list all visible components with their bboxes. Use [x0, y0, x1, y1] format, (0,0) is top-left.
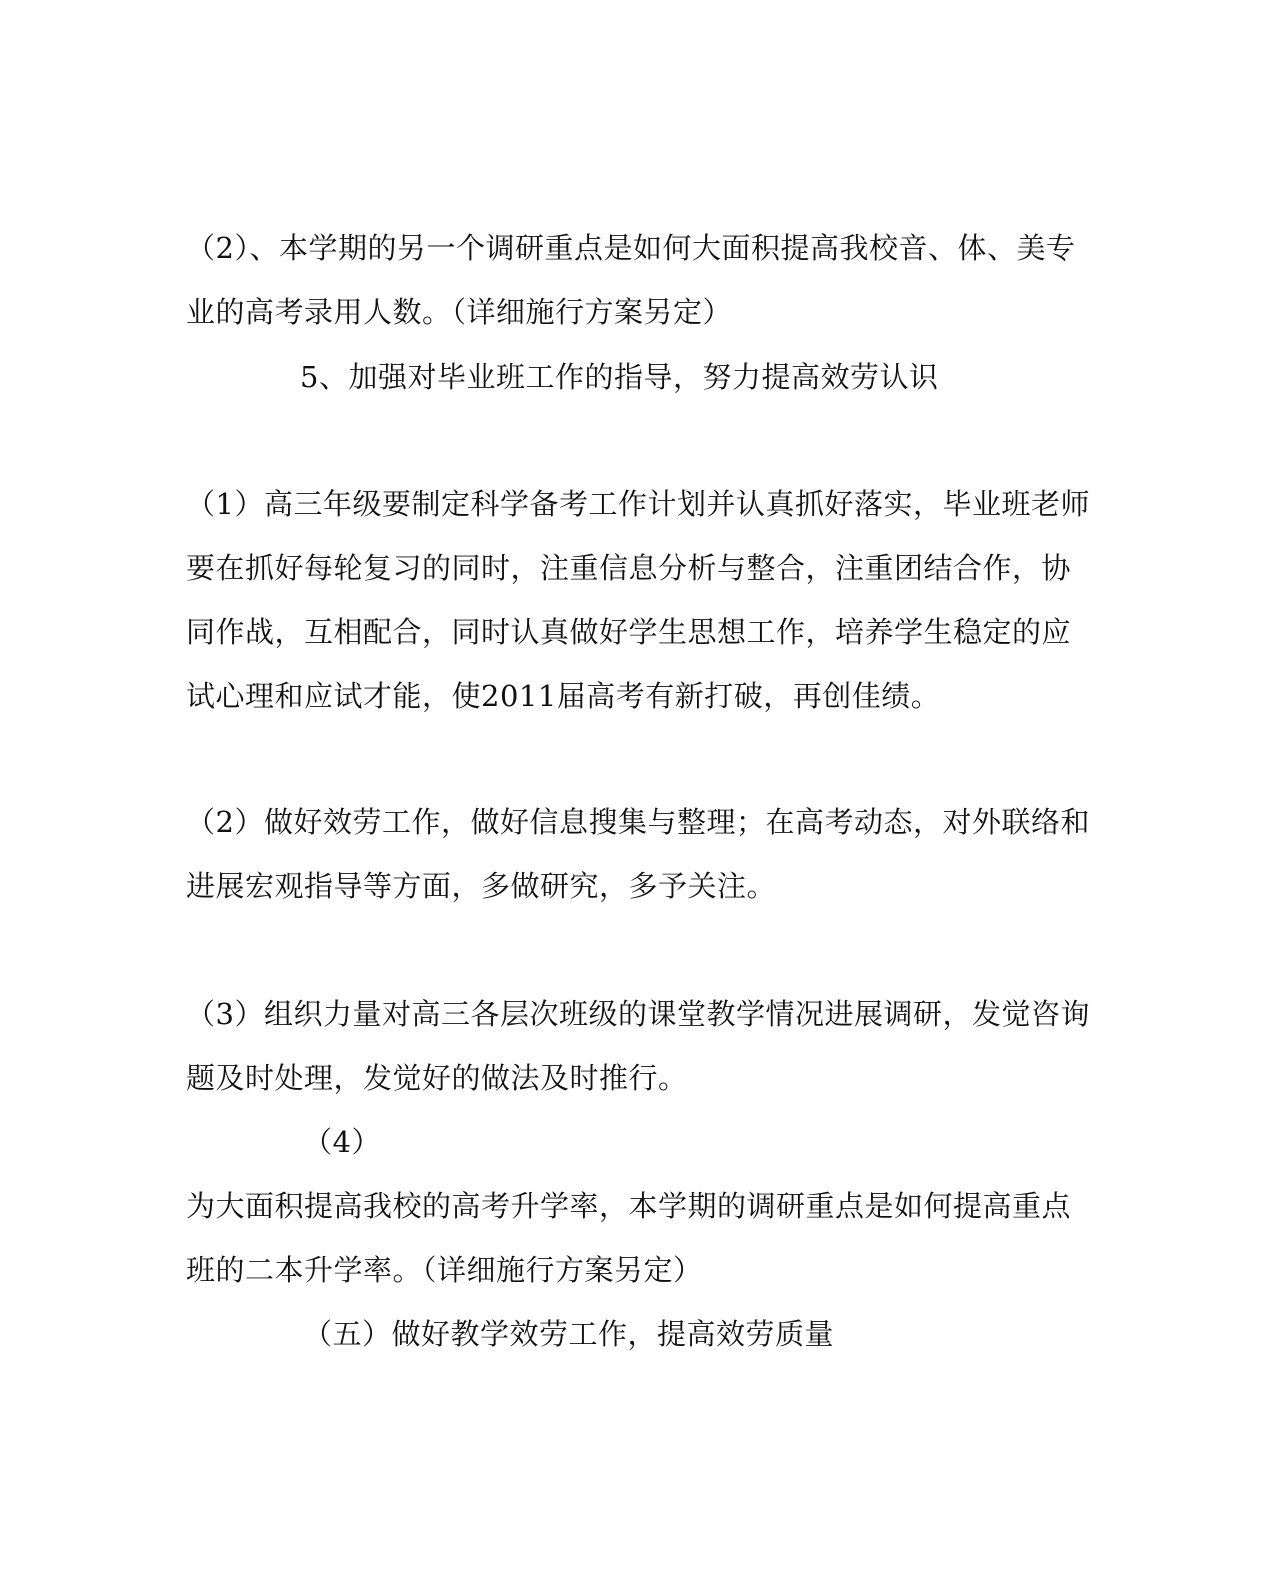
paragraph-1-line-2: 要在抓好每轮复习的同时，注重信息分析与整合，注重团结合作，协: [186, 551, 1072, 585]
section-heading-five: （五）做好教学效劳工作，提高效劳质量: [303, 1317, 835, 1351]
paragraph-1-line-1: （1）高三年级要制定科学备考工作计划并认真抓好落实，毕业班老师: [186, 487, 1090, 521]
paragraph-4-line-2: 班的二本升学率。（详细施行方案另定）: [186, 1253, 703, 1287]
paragraph-2-line-1: （2）做好效劳工作，做好信息搜集与整理；在高考动态，对外联络和: [186, 805, 1090, 839]
paragraph-4-line-1: 为大面积提高我校的高考升学率，本学期的调研重点是如何提高重点: [186, 1189, 1072, 1223]
paragraph-3-line-1: （3）组织力量对高三各层次班级的课堂教学情况进展调研，发觉咨询: [186, 997, 1090, 1031]
paragraph-2-line-2: 进展宏观指导等方面，多做研究，多予关注。: [186, 869, 777, 903]
paragraph-1-line-4: 试心理和应试才能，使2011届高考有新打破，再创佳绩。: [186, 679, 941, 713]
paragraph-music-sports-art-line-2: 业的高考录用人数。（详细施行方案另定）: [186, 295, 733, 329]
paragraph-1-line-3: 同作战，互相配合，同时认真做好学生思想工作，培养学生稳定的应: [186, 615, 1072, 649]
paragraph-4-number: （4）: [303, 1125, 381, 1159]
paragraph-3-line-2: 题及时处理，发觉好的做法及时推行。: [186, 1061, 688, 1095]
paragraph-music-sports-art-line-1: （2）、本学期的另一个调研重点是如何大面积提高我校音、体、美专: [186, 231, 1076, 265]
section-heading-5: 5、加强对毕业班工作的指导，努力提高效劳认识: [300, 360, 939, 394]
